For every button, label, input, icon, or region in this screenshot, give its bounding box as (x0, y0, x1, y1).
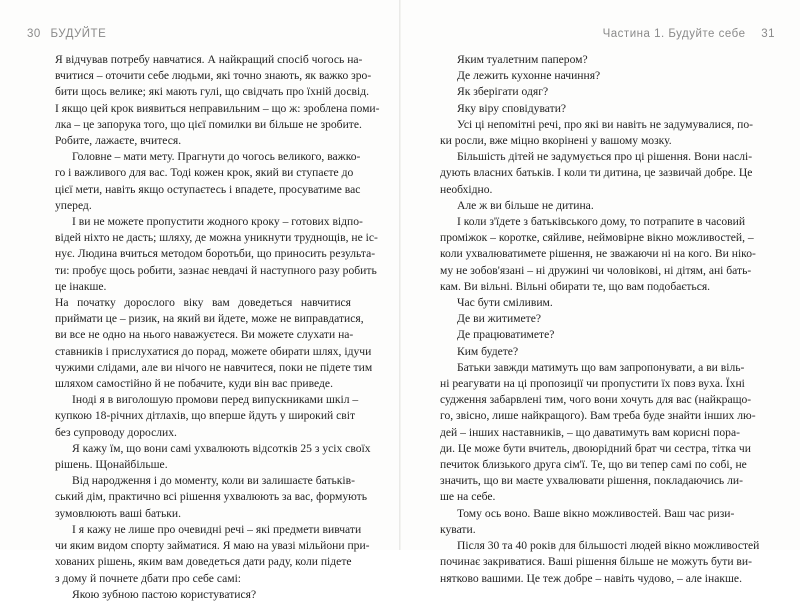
text-line: І я кажу не лише про очевидні речі – які предмети вивчати (72, 522, 362, 536)
text-line: починає закриватися. Ваші рішення більше не можуть бути ви- (440, 555, 752, 569)
text-line: зумовлюють ваші батьки. (55, 506, 181, 520)
right-running-head: Частина 1. Будуйте себе (602, 28, 746, 40)
text-line: з дому й почнете дбати про себе самі: (55, 571, 242, 585)
text-line: необхідно. (440, 182, 493, 196)
text-line: Робите, лажаєте, вчитеся. (55, 134, 182, 148)
text-line: дей – інших наставників, – що даватимуть вам корисні пора- (440, 425, 740, 439)
left-running-head: БУДУЙТЕ (50, 28, 107, 40)
text-line: Як зберігати одяг? (457, 85, 549, 99)
right-page-body (440, 52, 760, 587)
text-line: купкою 18-річних дітлахів, що вперше йдуть у широкий світ (55, 409, 356, 423)
text-line: Усі ці непомітні речі, про які ви навіть не задумувалися, по- (457, 117, 753, 131)
text-line: го і важливого для вас. Тоді кожен крок, який ви ступаєте до (55, 166, 354, 180)
text-line: Яку віру сповідувати? (457, 101, 567, 115)
text-line: цієї мети, навіть якщо оступаєтесь і впадете, просуватиме вас (55, 182, 361, 196)
text-line: му не зобов'язані – ні дружині чи чоловікові, ні дітям, ані бать- (440, 263, 752, 277)
text-line: Де ви житимете? (457, 312, 541, 326)
text-line: судження забарвлені тим, чого вони хочуть для вас (найкращо- (440, 393, 752, 407)
text-line: дують власних батьків. І коли ти дитина, це зазвичай добре. Це (440, 166, 753, 180)
text-line: Якою зубною пастою користуватися? (72, 587, 257, 601)
text-line: Ким будете? (457, 344, 519, 358)
left-page-number: 30 (27, 28, 41, 40)
text-line: Більшість дітей не задумується про ці рішення. Вони наслі- (457, 150, 753, 164)
text-line: І ви не можете пропустити жодного кроку – готових відпо- (72, 215, 363, 229)
text-line: нує. Людина вчиться методом боротьби, що приносить результа- (55, 247, 376, 261)
text-line: Після 30 та 40 років для більшості людей вікно можливостей (457, 539, 760, 553)
text-line: ський дім, практично всі рішення ухвалюють за вас, формують (55, 490, 367, 504)
text-line: кувати. (440, 522, 476, 536)
text-line: ви все не одно на нього наважуєтеся. Ви можете слухати на- (55, 328, 354, 342)
text-line: чужими слідами, але ви нічого не навчитеся, поки не підете тим (55, 360, 373, 374)
text-line: уперед. (55, 198, 92, 212)
text-line: відей ніхто не дасть; шляху, де можна уникнути труднощів, не іс- (55, 231, 378, 245)
text-line: ні реагувати на ці пропозиції чи пропустити їх повз вуха. Їхні (440, 377, 745, 391)
text-line: ше на себе. (440, 490, 496, 504)
text-line: значить, що ви маєте ухвалювати рішення, покладаючись ли- (440, 474, 743, 488)
left-page-header (27, 28, 106, 40)
text-line: Я кажу їм, що вони самі ухвалюють відсотків 25 з усіх своїх (72, 441, 371, 455)
text-line: ди. Це може бути вчитель, двоюрідний брат чи сестра, тітка чи (440, 441, 751, 455)
text-line: без супроводу дорослих. (55, 425, 177, 439)
text-line: шляхом самостійно й не побачите, куди він вас приведе. (55, 377, 333, 391)
text-line: Час бути сміливим. (457, 296, 553, 310)
page-gutter (399, 0, 401, 550)
text-line: го, звісно, лише найкращого). Вам треба буде знайти інших лю- (440, 409, 756, 423)
text-line: коли ухвалюватимете рішення, не зважаючи ні на кого. Ви ніко- (440, 247, 756, 261)
text-line: Батьки завжди матимуть що вам запропонувати, а ви віль- (457, 360, 745, 374)
text-line: Іноді я в виголошую промови перед випускниками шкіл – (72, 393, 359, 407)
right-page-number: 31 (761, 28, 775, 40)
text-line: печиток близького друга сім'ї. Те, що ви тепер самі по собі, не (440, 458, 747, 472)
text-line: це інакше. (55, 279, 107, 293)
text-line: І якщо цей крок виявиться неправильним – що ж: зроблена поми- (55, 101, 380, 115)
text-line: Але ж ви більше не дитина. (457, 198, 594, 212)
text-line: На початку дорослого віку вам доведеться навчитися (55, 296, 351, 310)
text-line: Де лежить кухонне начиння? (457, 69, 601, 83)
text-line: Від народження і до моменту, коли ви залишаєте батьків- (72, 474, 355, 488)
text-line: нятково вашими. Це теж добре – навіть чудово, – але інакше. (440, 571, 742, 585)
text-line: бити щось велике; які мають гулі, що свідчать про їхній досвід. (55, 85, 370, 99)
text-line: рішень. Щонайбільше. (55, 458, 168, 472)
text-line: Я відчував потребу навчатися. А найкращий спосіб чогось на- (55, 53, 363, 66)
text-line: Тому ось воно. Ваше вікно можливостей. Ваш час ризи- (457, 506, 735, 520)
text-line: І коли з'їдете з батьківського дому, то потрапите в часовий (457, 215, 746, 229)
text-line: чи яким видом спорту займатися. Я маю на увазі мільйони при- (55, 539, 370, 553)
text-line: вчитися – оточити себе людьми, які точно знають, як важко зро- (55, 69, 372, 83)
text-line: ки росли, вже міцно вкорінені у вашому мозку. (440, 134, 672, 148)
text-line: ти: пробує щось робити, зазнає невдачі й наступного разу робить (55, 263, 377, 277)
text-line: Яким туалетним папером? (457, 53, 588, 66)
text-line: приймати це – ризик, на який ви йдете, може не виправдатися, (55, 312, 364, 326)
text-line: лка – це запорука того, що цієї помилки ви більше не зробите. (55, 117, 362, 131)
text-line: проміжок – коротке, сяйливе, неймовірне вікно можливостей, – (440, 231, 754, 245)
text-line: Головне – мати мету. Прагнути до чогось великого, важко- (72, 150, 361, 164)
text-line: хованих рішень, яким вам доведеться дати раду, коли підете (55, 555, 352, 569)
text-line: ставників і прислухатися до порад, можете обирати шлях, ідучи (55, 344, 372, 358)
right-page-header (603, 28, 775, 40)
text-line: кам. Ви вільні. Вільні обирати те, що вам подобається. (440, 279, 711, 293)
left-page-body (55, 52, 380, 603)
text-line: Де працюватимете? (457, 328, 555, 342)
